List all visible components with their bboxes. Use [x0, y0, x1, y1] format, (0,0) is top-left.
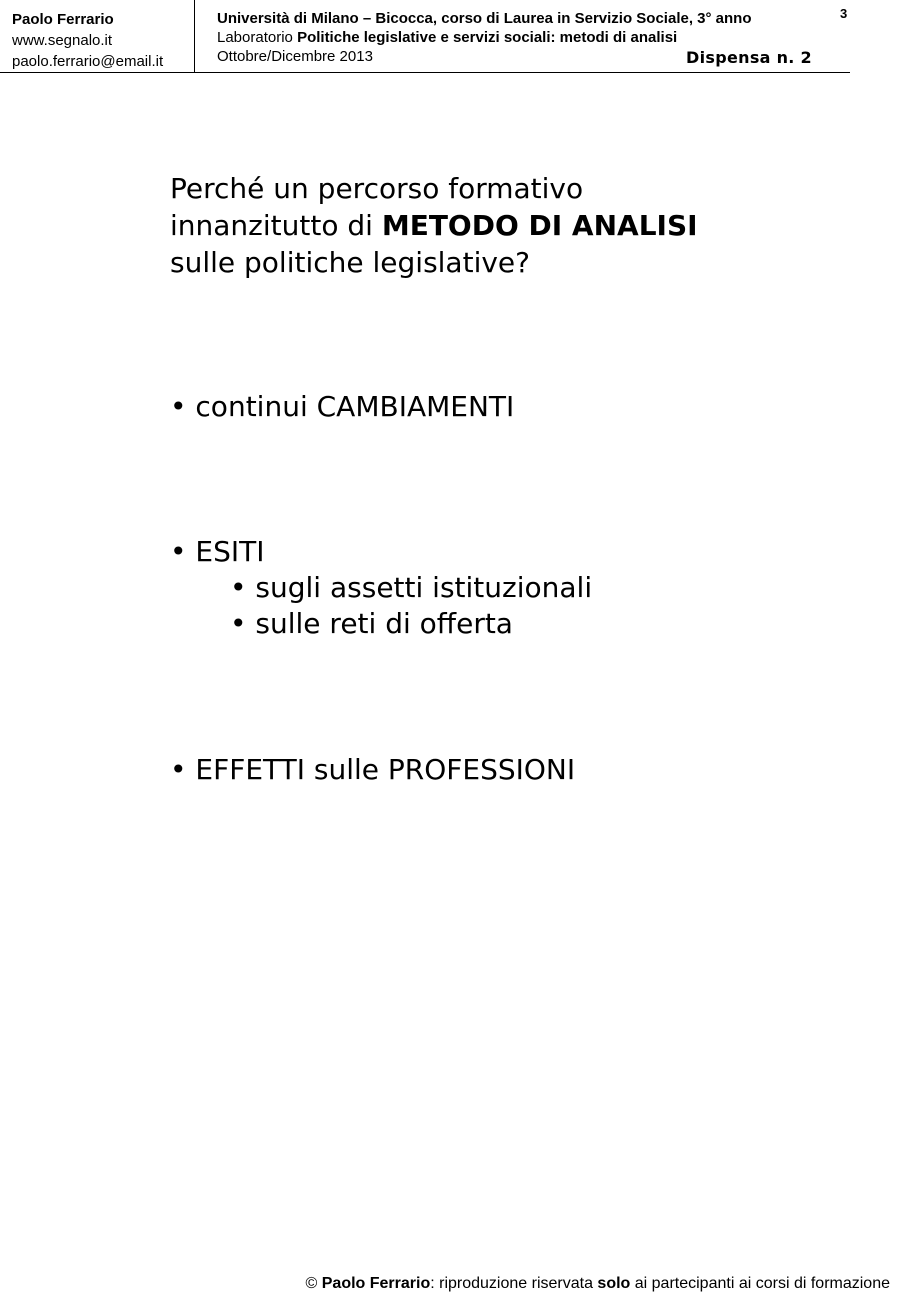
email-link[interactable]: paolo.ferrario@email.it	[12, 53, 164, 70]
sub-bullet-assetti: • sugli assetti istituzionali	[230, 571, 593, 604]
footer-solo: solo	[597, 1275, 631, 1292]
header-left	[12, 9, 163, 72]
sub-bullet-reti: • sulle reti di offerta	[230, 607, 513, 640]
question-line-1: Perché un percorso formativo	[170, 172, 584, 205]
header-rule	[0, 72, 850, 73]
question-line-2	[170, 207, 698, 244]
question-line-3: sulle politiche legislative?	[170, 246, 531, 279]
footer-author: Paolo Ferrario	[321, 1275, 431, 1292]
website-link[interactable]: www.segnalo.it	[12, 32, 113, 49]
slide-question	[170, 170, 698, 281]
header-divider	[194, 0, 195, 72]
bullet-effetti: • EFFETTI sulle PROFESSIONI	[170, 753, 576, 786]
author-name: Paolo Ferrario	[12, 11, 114, 28]
lab-title: Politiche legislative e servizi sociali: metodi di analisi	[297, 29, 678, 46]
footer-text-1: : riproduzione riservata	[430, 1275, 598, 1292]
page-number: 3	[840, 6, 848, 21]
footer-copyright-symbol: ©	[305, 1275, 322, 1292]
footer-text-2: ai partecipanti ai corsi di formazione	[630, 1275, 890, 1292]
header-course-info	[217, 9, 752, 66]
lab-line	[217, 28, 752, 47]
period-line: Ottobre/Dicembre 2013	[217, 48, 373, 65]
question-line-2-prefix: innanzitutto di	[170, 209, 382, 242]
footer-copyright	[306, 1275, 890, 1293]
bullet-esiti: • ESITI	[170, 535, 265, 568]
course-line: Università di Milano – Bicocca, corso di Laurea in Servizio Sociale, 3° anno	[217, 10, 752, 27]
lab-prefix: Laboratorio	[217, 29, 298, 46]
bullet-cambiamenti: • continui CAMBIAMENTI	[170, 390, 515, 423]
question-line-2-bold: METODO DI ANALISI	[381, 209, 698, 242]
dispensa-label: Dispensa n. 2	[686, 48, 812, 67]
